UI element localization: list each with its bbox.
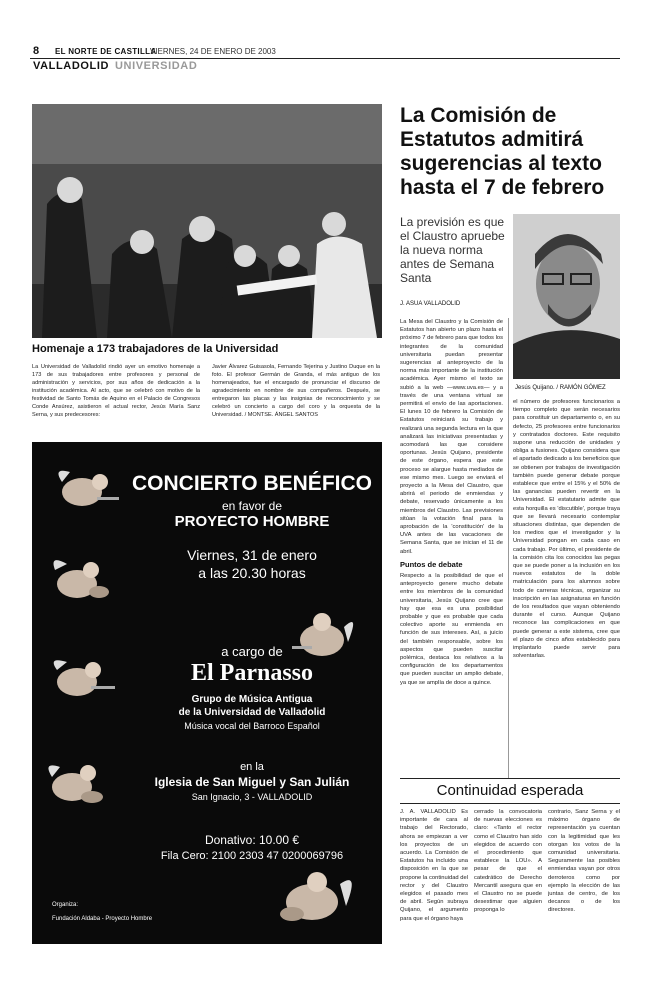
angel-musician-illustration	[262, 862, 362, 942]
angel-musician-illustration	[47, 652, 117, 717]
page-number: 8	[33, 45, 40, 57]
newspaper-name: EL NORTE DE CASTILLA	[55, 47, 157, 56]
article-body-col1: La Mesa del Claustro y la Comisión de Estatutos han abierto un plazo hasta el próximo 7 de febrero para que todos los integrantes de la comunidad universitaria puedan presentar sugerencias al anteproyecto de la norma más importante de la institución académica. Ayer mismo el texto se subió a la web —www.uva.es— y a través de una ventana virtual se permitirá el envío de las aportaciones. El lunes 10 de febrero la Comisión de Estatutos reiniciará su trabajo y realizará una segunda lectura en la que analizará las iniciativas presentadas y acomodará las que considere oportunas. Jesús Quijano, presidente de este órgano, espera que este proceso se alargue hasta mediados de ese mismo mes. Luego se enviará el proyecto a la Mesa del Claustro, que abrirá el periodo de enmiendas y debate, reservado únicamente a los miembros del Claustro. Las previsiones sitúan la votación final para la aprobación de la 'constitución' de la UVA antes de las vacaciones de Semana Santa, que se inician el 11 de abril.	[400, 319, 503, 555]
concert-advert	[32, 442, 382, 944]
article-headline: La Comisión de Estatutos admitirá sugerencias al texto hasta el 7 de febrero	[400, 104, 605, 199]
ad-beneficiary: PROYECTO HOMBRE	[174, 513, 330, 530]
portrait-caption: Jesús Quijano. / RAMÓN GÓMEZ	[515, 385, 606, 391]
article-body-col1b: Respecto a la posibilidad de que el anteproyecto genere mucho debate entre los miembros de la comunidad universitaria, Jesús Quijano cree que hay que esa es una posibilidad probable y que es probable que cada colectivo aporte su enmienda en función de sus intereses. Así, a juicio del también responsable, sobre los aspectos que pueden suscitar polémica, destaca los relativos a la configuración de los departamentos que pueden suscitar un amplio debate, ya que se amplía de doce a quince.	[400, 573, 503, 686]
sidebar-box-title: Continuidad esperada	[400, 778, 620, 804]
angel-musician-illustration	[52, 462, 122, 527]
ad-title: CONCIERTO BENÉFICO	[132, 472, 372, 495]
ad-organizer: Fundación Aldaba - Proyecto Hombre	[52, 916, 153, 922]
ad-group-name: El Parnasso	[190, 660, 313, 686]
photo-caption-title: Homenaje a 173 trabajadores de la Universidad	[32, 343, 279, 355]
column-divider	[508, 318, 509, 778]
ad-group-desc: Grupo de Música Antigua	[191, 694, 313, 705]
portrait-photo	[513, 214, 620, 379]
ad-account: Fila Cero: 2100 2303 47 0200069796	[160, 850, 344, 862]
article-subtitle: Puntos de debate	[400, 560, 463, 569]
ad-venue-pre: en la	[240, 761, 264, 773]
sidebar-box-col2: cerrado la convocatoria de nuevas elecciones es claro: «Tanto el rector como el Claustro han sido elegidos de acuerdo con el procedimiento que establece la LOU». A pesar de que el catedrático de Derecho Mercantil asegura que en el Claustro no se puede desestimar que alguien proponga lo	[474, 809, 542, 914]
ad-time: a las 20.30 horas	[198, 565, 306, 581]
ceremony-photo	[32, 104, 382, 338]
ad-group-desc: Música vocal del Barroco Español	[184, 721, 320, 731]
ad-by: a cargo de	[221, 644, 283, 659]
subsection-title: UNIVERSIDAD	[115, 60, 198, 72]
ad-address: San Ignacio, 3 - VALLADOLID	[191, 792, 313, 802]
article-body-col2: el número de profesores funcionarios a tiempo completo que serán necesarios para constituir un departamento o, en su defecto, 25 profesores entre funcionarios y contratados doctores. Este requisito supone una reducción de unidades y obliga a fusiones. Quijano considera que el apartado dedicado a los beneficios que se obtienen por trabajos de investigación también puede generar debate porque establece que entre el 15% y el 50% de las ganancias pueden revertir en la Universidad. El estatutario admite que esta horquilla es 'discutible', porque traya que se llevará necesario contemplar situaciones distintas, que dependen de los medios que el investigador y la Universidad pongan en cada caso en cada trabajo. Por último, el presidente de la comisión cita los conocidos las pegas que se puede poner a la inclusión en los nuevos estatutos de la doble matriculación para los alumnos sobre todo de carreras técnicas, organizar su inscripción en las asignaturas en función de los resultados que vayan obteniendo durante el curso. Aunque Quijano reconoce las complicaciones en que puede generar a este sistema, cree que el plazo de cinco años establecido para implantarlo puede servir para solventarlas.	[513, 399, 620, 660]
section-title: VALLADOLID	[33, 60, 110, 72]
sidebar-box-col1: J. A. VALLADOLID Es importante de cara al trabajo del Rectorado, ahora se empiezan a ver los proyectos de un acuerdo. La Comisión de Estatutos ha incluido una disposición en la que se propone la continuidad del rector y del Claustro elegidos el pasado mes de abril. Según subraya Quijano, el argumento para que el órgano haya	[400, 809, 468, 922]
ad-group-desc: de la Universidad de Valladolid	[178, 707, 326, 718]
sidebar-box-col3: contrario, Sanz Serna y el máximo órgano de representación ya cuentan con la legitimidad que les otorgan los votos de la comunidad universitaria. Seguramente las posibles enmiendas vayan por otros derroteros como por ejemplo la elección de las juntas de centro, de los decanos o de los directores.	[548, 809, 620, 914]
ad-date: Viernes, 31 de enero	[187, 547, 317, 563]
ad-organizer-label: Organiza:	[52, 902, 79, 908]
ad-donation: Donativo: 10.00 €	[204, 833, 300, 847]
angel-musician-illustration	[42, 757, 112, 822]
article-subhead: La previsión es que el Claustro apruebe la nueva norma antes de Semana Santa	[400, 215, 505, 285]
header-rule	[30, 58, 620, 59]
photo-caption-text: La Universidad de Valladolid rindió ayer un emotivo homenaje a 173 de sus trabajadores entre profesores y personal de administración y servicios, por sus años de dedicación a la institución académica. Al acto, que se celebró con motivo de la festividad de Santo Tomás de Aquino en el Palacio de Congresos Conde Ansúrez, asistieron el actual rector, Jesús María Sanz Serna, y sus predecesores:	[32, 364, 200, 418]
angel-musician-illustration	[47, 552, 117, 617]
ad-venue: Iglesia de San Miguel y San Julián	[154, 775, 350, 789]
angel-musician-illustration	[282, 602, 362, 677]
issue-date: VIERNES, 24 DE ENERO DE 2003	[150, 47, 276, 56]
photo-caption-text: Javier Álvarez Guisasola, Fernando Tejerina y Justino Duque en la foto. El profesor Germán de Granda, el más antiguo de los homenajeados, fue el encargado de pronunciar el discurso de agradecimiento en nombre de sus compañeros. Después, se entregaron las placas y las insignias de reconocimiento y se celebró un concierto a cargo del coro y la orquesta de la Universidad. / MONTSE. ÁNGEL SANTOS	[212, 364, 380, 418]
article-byline: J. ASUA VALLADOLID	[400, 301, 461, 307]
ad-subtitle: en favor de	[221, 499, 283, 513]
